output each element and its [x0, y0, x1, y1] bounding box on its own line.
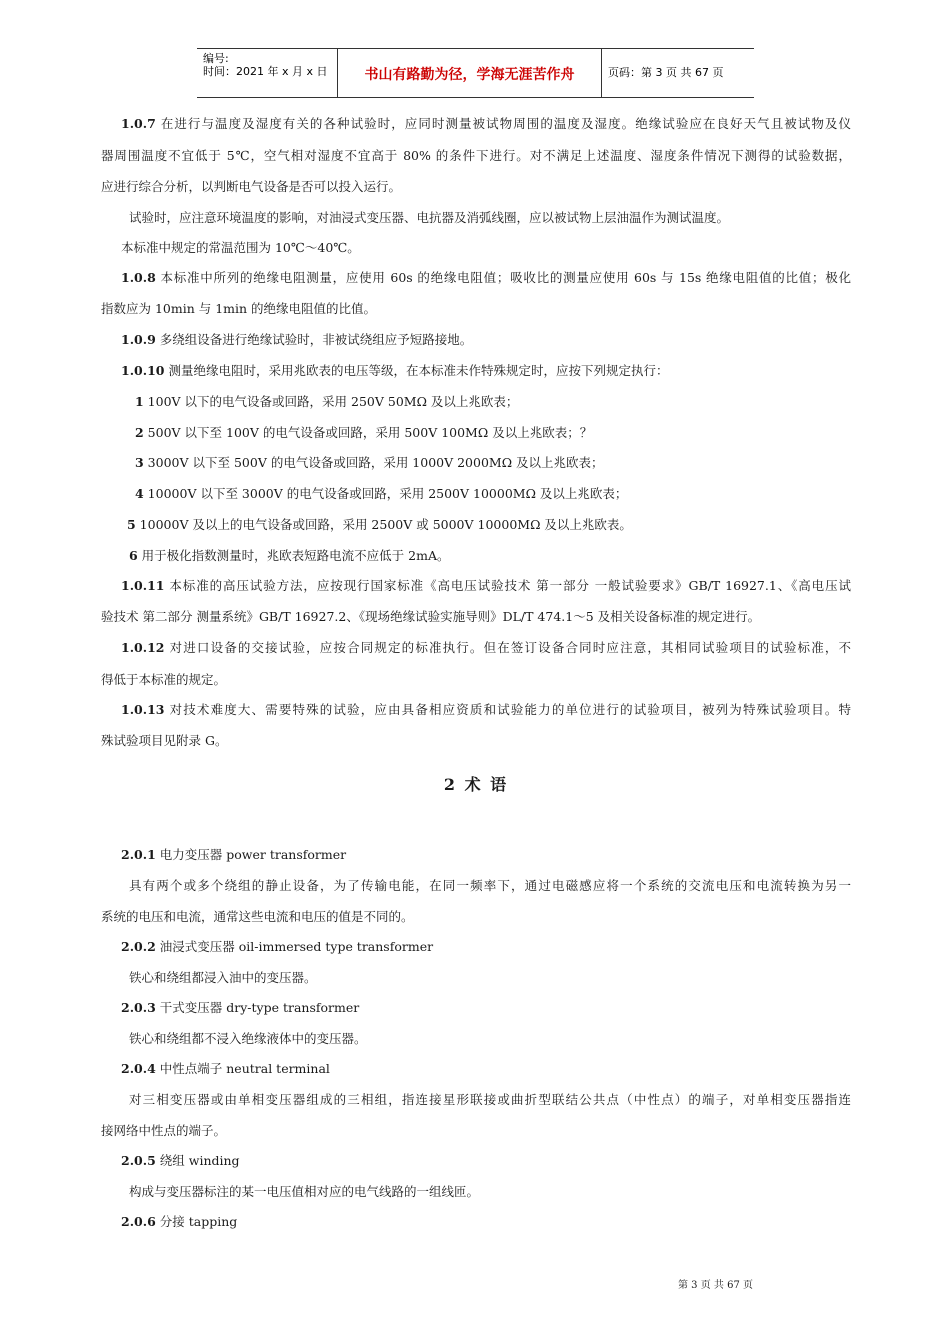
- list-item: [135, 486, 627, 502]
- term-2-0-4-line-1: 对三相变压器或由单相变压器组成的三相组，指连接星形联接或曲折型联结公共点（中性点）的端子，对单相变压器指连: [129, 1092, 851, 1107]
- list-item-text: 用于极化指数测量时，兆欧表短路电流不应低于 2mA。: [137, 548, 450, 563]
- list-item: [127, 517, 632, 533]
- term-2-0-5-title: [121, 1153, 240, 1169]
- paragraph-1-0-9: [121, 332, 472, 348]
- list-item: [129, 548, 449, 564]
- term-title: 干式变压器 dry-type transformer: [155, 1000, 360, 1015]
- clause-number: 1.0.10: [121, 363, 165, 378]
- paragraph-1-0-11-line-2: 验技术 第二部分 测量系统》GB/T 16927.2、《现场绝缘试验实施导则》DL/T 474.1～5 及相关设备标准的规定进行。: [101, 609, 761, 624]
- term-2-0-4-title: [121, 1061, 330, 1077]
- list-item-number: 2: [135, 425, 144, 440]
- list-item-number: 4: [135, 486, 144, 501]
- paragraph-1-0-12-line-2: 得低于本标准的规定。: [101, 672, 227, 687]
- header-motto-cell: [338, 49, 602, 97]
- list-item: [135, 394, 518, 410]
- clause-text: 多绕组设备进行绝缘试验时，非被试绕组应予短路接地。: [155, 332, 473, 347]
- clause-number: 2.0.2: [121, 939, 156, 954]
- list-item-number: 5: [127, 517, 136, 532]
- paragraph-1-0-12-line-1: [121, 640, 851, 656]
- clause-number: 1.0.9: [121, 332, 156, 347]
- list-item-text: 10000V 及以上的电气设备或回路，采用 2500V 或 5000V 10000MΩ 及以上兆欧表。: [135, 517, 632, 532]
- paragraph-1-0-13-line-1: [121, 702, 851, 718]
- list-item-text: 100V 以下的电气设备或回路，采用 250V 50MΩ 及以上兆欧表；: [143, 394, 519, 409]
- paragraph-1-0-11-line-1: [121, 578, 851, 594]
- time-label: 时间：2021 年 x 月 x 日: [203, 65, 328, 78]
- term-2-0-3-line-1: 铁心和绕组都不浸入绝缘液体中的变压器。: [129, 1031, 367, 1046]
- paragraph-1-0-7-line-2: 器周围温度不宜低于 5℃，空气相对湿度不宜高于 80% 的条件下进行。对不满足上述温度、湿度条件情况下测得的试验数据，: [101, 148, 851, 163]
- term-2-0-1-line-1: 具有两个或多个绕组的静止设备，为了传输电能，在同一频率下，通过电磁感应将一个系统的交流电压和电流转换为另一: [129, 878, 851, 893]
- list-item-number: 3: [135, 455, 144, 470]
- header-meta-cell: [197, 49, 338, 97]
- paragraph-1-0-7-line-4: 试验时，应注意环境温度的影响，对油浸式变压器、电抗器及消弧线圈，应以被试物上层油温作为测试温度。: [129, 210, 730, 225]
- clause-number: 1.0.11: [121, 578, 165, 593]
- term-title: 电力变压器 power transformer: [155, 847, 347, 862]
- clause-number: 2.0.1: [121, 847, 156, 862]
- paragraph-1-0-13-line-2: 殊试验项目见附录 G。: [101, 733, 228, 748]
- term-2-0-3-title: [121, 1000, 359, 1016]
- term-title: 绕组 winding: [155, 1153, 240, 1168]
- clause-text: 在进行与温度及湿度有关的各种试验时，应同时测量被试物周围的温度及湿度。绝缘试验应在良好天气且被试物及仪: [155, 116, 851, 131]
- list-item-text: 10000V 以下至 3000V 的电气设备或回路，采用 2500V 10000MΩ 及以上兆欧表；: [143, 486, 628, 501]
- term-title: 分接 tapping: [155, 1214, 238, 1229]
- clause-number: 2.0.4: [121, 1061, 156, 1076]
- clause-text: 本标准中所列的绝缘电阻测量，应使用 60s 的绝缘电阻值；吸收比的测量应使用 60s 与 15s 绝缘电阻值的比值；极化: [155, 270, 851, 285]
- clause-number: 2.0.6: [121, 1214, 156, 1229]
- header-motto: 书山有路勤为径，学海无涯苦作舟: [364, 67, 575, 83]
- clause-number: 2.0.3: [121, 1000, 156, 1015]
- header-page-number: 页码：第 3 页 共 67 页: [608, 66, 724, 79]
- clause-number: 2.0.5: [121, 1153, 156, 1168]
- number-label: 编号:: [203, 52, 229, 65]
- term-2-0-4-line-2: 接网络中性点的端子。: [101, 1123, 227, 1138]
- paragraph-1-0-7-line-3: 应进行综合分析，以判断电气设备是否可以投入运行。: [101, 179, 402, 194]
- clause-number: 1.0.7: [121, 116, 156, 131]
- clause-text: 对进口设备的交接试验，应按合同规定的标准执行。但在签订设备合同时应注意，其相同试验项目的试验标准，不: [164, 640, 851, 655]
- paragraph-1-0-8-line-1: [121, 270, 851, 286]
- list-item-number: 1: [135, 394, 144, 409]
- clause-text: 测量绝缘电阻时，采用兆欧表的电压等级，在本标准未作特殊规定时，应按下列规定执行：: [164, 363, 669, 378]
- list-item: [135, 455, 604, 471]
- document-header: [197, 48, 754, 98]
- list-item: [135, 425, 592, 441]
- clause-number: 1.0.13: [121, 702, 165, 717]
- paragraph-1-0-8-line-2: 指数应为 10min 与 1min 的绝缘电阻值的比值。: [101, 301, 377, 316]
- term-2-0-5-line-1: 构成与变压器标注的某一电压值相对应的电气线路的一组线匝。: [129, 1184, 480, 1199]
- term-title: 中性点端子 neutral terminal: [155, 1061, 330, 1076]
- term-2-0-2-title: [121, 939, 433, 955]
- clause-text: 对技术难度大、需要特殊的试验，应由具备相应资质和试验能力的单位进行的试验项目，被列为特殊试验项目。特: [164, 702, 851, 717]
- list-item-number: 6: [129, 548, 138, 563]
- term-2-0-2-line-1: 铁心和绕组都浸入油中的变压器。: [129, 970, 317, 985]
- term-title: 油浸式变压器 oil-immersed type transformer: [155, 939, 434, 954]
- section-heading: 2 术 语: [443, 775, 509, 794]
- paragraph-1-0-10: [121, 363, 668, 379]
- list-item-text: 500V 以下至 100V 的电气设备或回路，采用 500V 100MΩ 及以上兆欧表；？: [143, 425, 593, 440]
- paragraph-1-0-7-line-1: [121, 116, 851, 132]
- clause-number: 1.0.12: [121, 640, 165, 655]
- list-item-text: 3000V 以下至 500V 的电气设备或回路，采用 1000V 2000MΩ 及以上兆欧表；: [143, 455, 604, 470]
- clause-text: 本标准的高压试验方法，应按现行国家标准《高电压试验技术 第一部分 一般试验要求》GB/T 16927.1、《高电压试: [164, 578, 851, 593]
- clause-number: 1.0.8: [121, 270, 156, 285]
- term-2-0-1-title: [121, 847, 346, 863]
- paragraph-1-0-7-line-5: 本标准中规定的常温范围为 10℃～40℃。: [121, 240, 360, 255]
- term-2-0-6-title: [121, 1214, 237, 1230]
- term-2-0-1-line-2: 系统的电压和电流，通常这些电流和电压的值是不同的。: [101, 909, 414, 924]
- header-page-cell: [602, 49, 754, 97]
- page-footer: 第 3 页 共 67 页: [678, 1280, 753, 1291]
